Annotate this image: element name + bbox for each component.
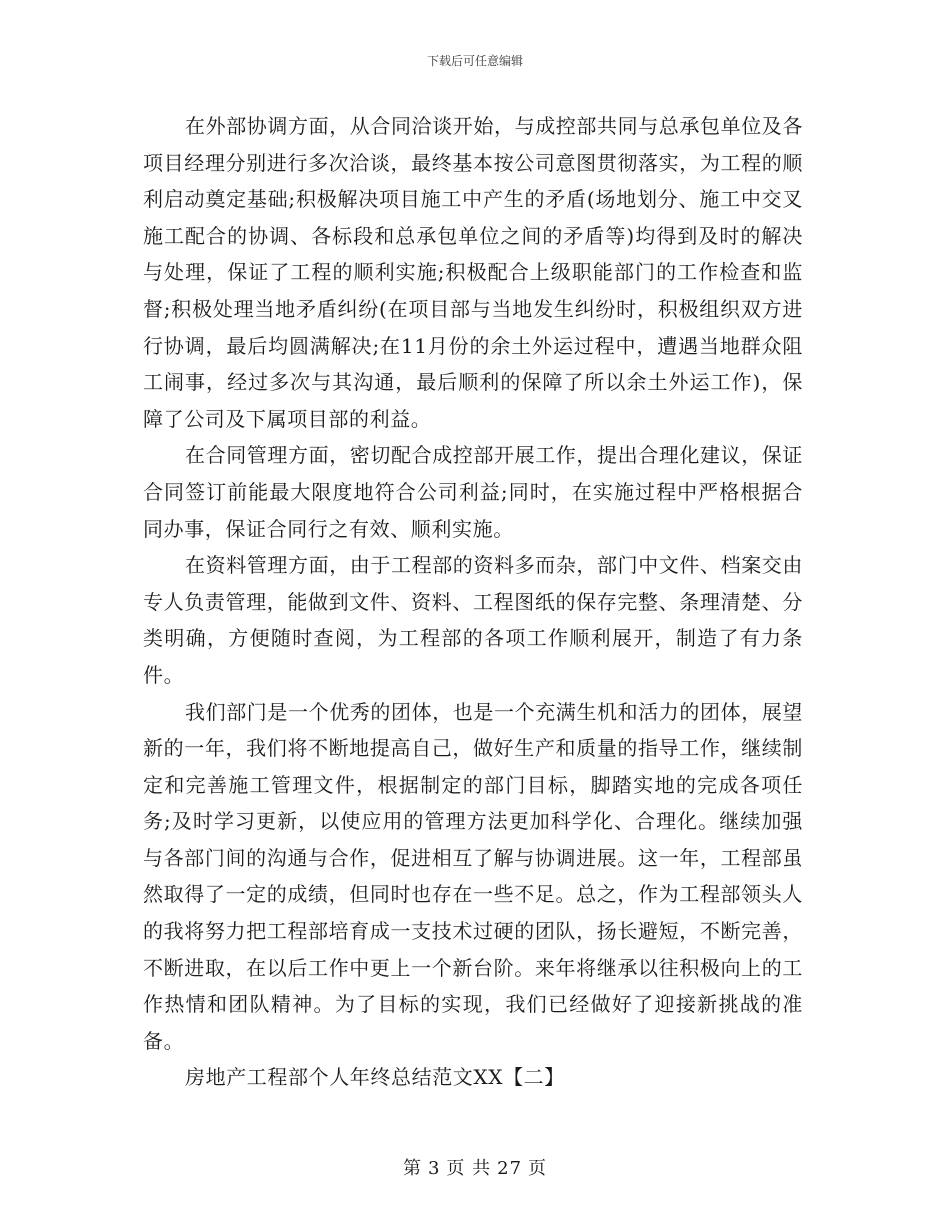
footer-total-pages: 27 [497,1158,523,1179]
footer-page-number: 3 [427,1158,441,1179]
footer-suffix: 页 [528,1158,548,1179]
paragraph-department-outlook: 我们部门是一个优秀的团体，也是一个充满生机和活力的团体，展望新的一年，我们将不断地提高自己，做好生产和质量的指导工作，继续制定和完善施工管理文件，根据制定的部门目标，脚踏实地的完成各项任务;及时学习更新，以使应用的管理方法更加科学化、合理化。继续加强与各部门间的沟通与合作，促进相互了解与协调进展。这一年，工程部虽然取得了一定的成绩，但同时也存在一些不足。总之，作为工程部领头人的我将努力把工程部培育成一支技术过硬的团队，扬长避短，不断完善，不断进取，在以后工作中更上一个新台阶。来年将继承以往积极向上的工作热情和团队精神。为了目标的实现，我们已经做好了迎接新挑战的准备。 [143,699,803,1053]
paragraph-document-management: 在资料管理方面，由于工程部的资料多而杂，部门中文件、档案交由专人负责管理，能做到文件、资料、工程图纸的保存完整、条理清楚、分类明确，方便随时查阅，为工程部的各项工作顺利展开，制造了有力条件。 [143,553,803,687]
footer-prefix: 第 [402,1158,422,1179]
document-body [143,108,803,1096]
section-heading-part-two: 房地产工程部个人年终总结范文XX【二】 [185,1065,565,1090]
paragraph-contract-management: 在合同管理方面，密切配合成控部开展工作，提出合理化建议，保证合同签订前能最大限度地符合公司利益;同时，在实施过程中严格根据合同办事，保证合同行之有效、顺利实施。 [143,443,803,541]
page-footer [0,1154,950,1180]
page-header-note: 下载后可任意编辑 [426,54,523,68]
footer-middle: 页 共 [446,1158,492,1179]
paragraph-external-coordination: 在外部协调方面，从合同洽谈开始，与成控部共同与总承包单位及各项目经理分别进行多次洽谈，最终基本按公司意图贯彻落实，为工程的顺利启动奠定基础;积极解决项目施工中产生的矛盾(场地划分、施工中交叉施工配合的协调、各标段和总承包单位之间的矛盾等)均得到及时的解决与处理，保证了工程的顺利实施;积极配合上级职能部门的工作检查和监督;积极处理当地矛盾纠纷(在项目部与当地发生纠纷时，积极组织双方进行协调，最后均圆满解决;在11月份的余土外运过程中，遭遇当地群众阻工闹事，经过多次与其沟通，最后顺利的保障了所以余土外运工作)，保障了公司及下属项目部的利益。 [143,114,803,431]
